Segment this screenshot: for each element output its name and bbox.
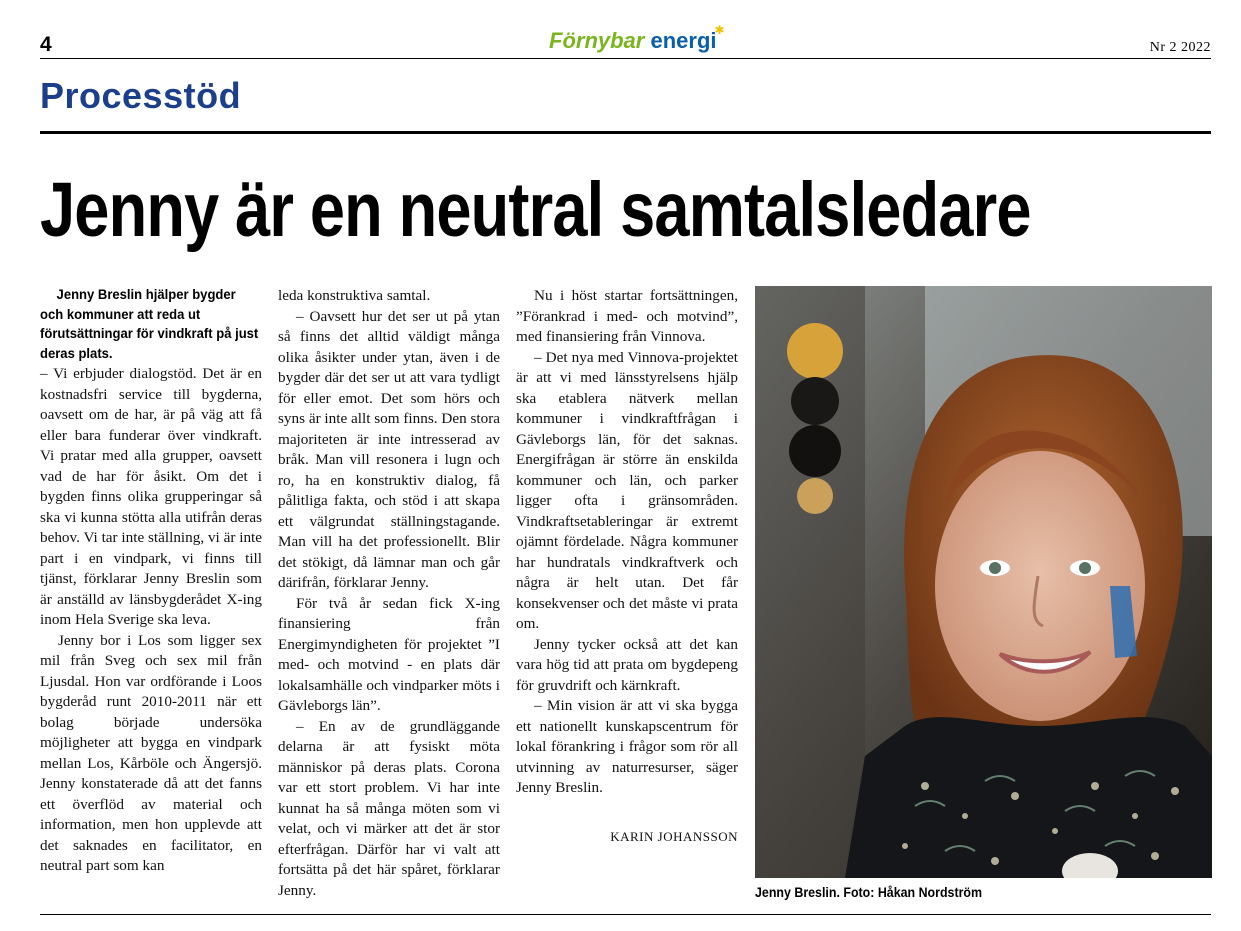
section-title: Processtöd xyxy=(40,75,242,116)
logo-word-fornybar: Förnybar xyxy=(549,28,645,53)
body-paragraph: Nu i höst startar fortsättningen, ”Förankrad i med- och motvind”, med finansiering från Vinnova. xyxy=(516,287,738,345)
header-rule xyxy=(40,58,1211,59)
body-paragraph: – En av de grundläggande delarna är att fysiskt möta människor på deras plats. Corona var ett stort problem. Vi har inte kunnat ha så många möten som vi velat, och vi märker att det är stor efterfrågan. Därför har vi valt att fortsätta på det här spåret, förklarar Jenny. xyxy=(278,717,500,899)
photo-caption: Jenny Breslin. Foto: Håkan Nordström xyxy=(755,885,983,900)
headline: Jenny är en neutral samtalsledare xyxy=(40,167,1031,253)
page-number: 4 xyxy=(40,33,52,56)
logo-word-energi: energi xyxy=(650,28,717,53)
body-paragraph: – Det nya med Vinnova-projektet är att vi med länsstyrelsens hjälp ska etablera nätverk mellan kommuner i vindkraftfrågan i Gävleborgs län, för det saknas. Energifrågan är större än enskilda kommuner och län, och parker ligger ofta i gränsområden. Vindkraftsetableringar är extremt ojämnt fördelade. Några kommuner har hundratals vindkraftverk och några är helt utan. Det får konsekvenser och det måste vi prata om. xyxy=(516,348,738,632)
article-column-3 xyxy=(516,286,738,847)
body-paragraph: leda konstruktiva samtal. xyxy=(278,287,431,304)
portrait-illustration xyxy=(755,286,1212,878)
article-column-1 xyxy=(40,286,262,877)
body-paragraph: Jenny tycker också att det kan vara hög tid att prata om bygdepeng för gruvdrift och kärnkraft. xyxy=(516,635,738,694)
body-paragraph: För två år sedan fick X-ing finansiering från Energimyndigheten för projektet ”I med- och motvind - en plats där lokalsamhälle och vindparker möts i Gävleborgs län”. xyxy=(278,594,500,714)
footer-rule xyxy=(40,914,1211,915)
body-paragraph: – Min vision är att vi ska bygga ett nationellt kunskapscentrum för lokal förankring i frågor som rör all utvinning av naturresurser, säger Jenny Breslin. xyxy=(516,697,738,796)
byline: KARIN JOHANSSON xyxy=(610,828,738,844)
magazine-logo xyxy=(549,23,725,54)
lead-paragraph: Jenny Breslin hjälper bygder och kommuner att reda ut förutsättningar för vindkraft på just deras plats. xyxy=(40,287,259,362)
body-paragraph: Jenny bor i Los som ligger sex mil från Sveg och sex mil från Ljusdal. Hon var ordförande i Loos bygderåd runt 2010-2011 när ett bolag började undersöka möjligheter att bygga en vindpark mellan Los, Kårböle och Ängersjö. Jenny konstaterade då att det fanns ett överflöd av material och information, men hon upplevde att det saknades en facilitator, en neutral part som kan xyxy=(40,631,262,874)
article-column-2 xyxy=(278,286,500,901)
section-rule xyxy=(40,131,1211,134)
sun-star-icon: ✱ xyxy=(714,23,725,37)
issue-number: Nr 2 2022 xyxy=(1149,40,1211,55)
portrait-photo xyxy=(755,286,1212,878)
body-paragraph: – Vi erbjuder dialogstöd. Det är en kostnadsfri service till bygderna, oavsett om de har, är på väg att få eller bara funderar över vindkraft. Vi pratar med alla grupper, oavsett vad de har för åsikt. Om det i bygden finns olika grupperingar så ska vi kunna stötta alla utifrån deras behov. Vi tar inte ställning, vi är inte part i en vindpark, vi finns till tjänst, förklarar Jenny Breslin som är anställd av länsbygderådet X-ing inom Hela Sverige ska leva. xyxy=(40,365,262,628)
body-paragraph: – Oavsett hur det ser ut på ytan så finns det alltid väldigt många olika åsikter under ytan, även i de bygder där det ser ut att vara tydligt för eller emot. Det som hörs och syns är inte allt som finns. Den stora majoriteten är inte intresserad av bråk. Man vill resonera i lugn och ro, ha en konstruktiv dialog, få pålitliga fakta, och stöd i att skapa ett välgrundat ställningstagande. Man vill ha det professionellt. Blir det stökigt, då lämnar man och går därifrån, förklarar Jenny. xyxy=(278,307,500,591)
